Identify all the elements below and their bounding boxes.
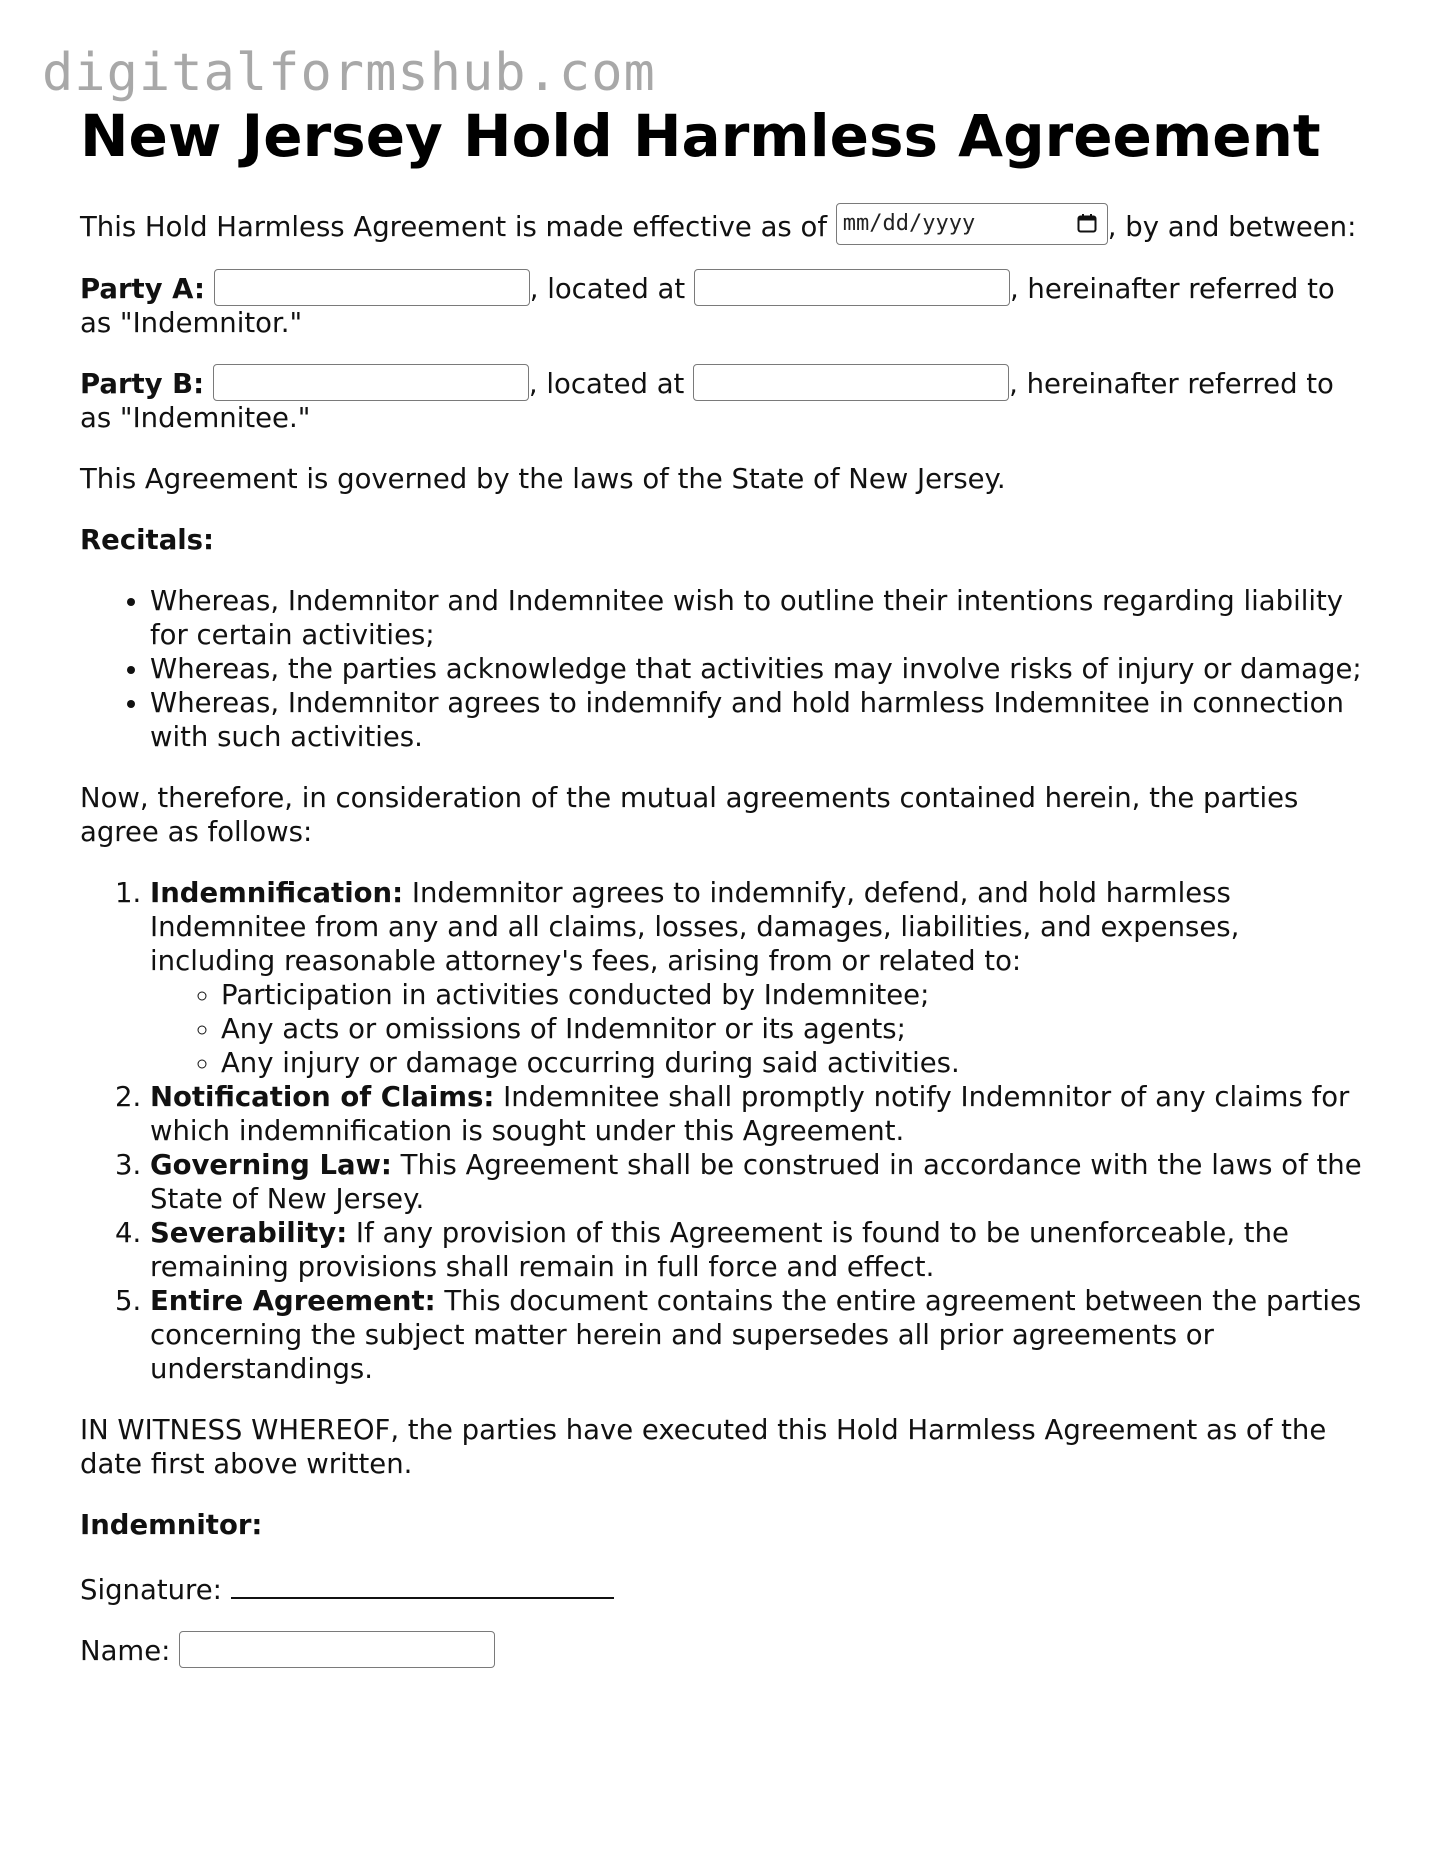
intro-text-before: This Hold Harmless Agreement is made effective as of [80,211,836,243]
effective-date-input[interactable] [836,203,1108,245]
party-b-referred-text: , hereinafter referred to as "Indemnitee." [80,368,1334,434]
term-text: Indemnitor agrees to indemnify, defend, and hold harmless Indemnitee from any and all claims, losses, damages, liabilities, and expenses, including reasonable attorney's fees, arising from or related to: [150,877,1240,977]
name-label: Name: [80,1635,180,1667]
party-b-located-text: , located at [528,368,694,400]
calendar-icon[interactable] [1077,213,1097,233]
term-item [150,1148,1370,1216]
recitals-list [80,584,1370,754]
term-subitem: ◦ Any injury or damage occurring during said activities. [221,1046,1370,1080]
term-item [150,876,1370,1080]
intro-paragraph [80,210,1370,245]
now-therefore-paragraph: Now, therefore, in consideration of the mutual agreements contained herein, the parties agree as follows: [80,782,1299,848]
party-b-name-input[interactable] [213,364,529,401]
party-b-address-input[interactable] [693,364,1009,401]
term-item [150,1080,1370,1148]
signature-line[interactable] [231,1569,614,1599]
signature-label: Signature: [80,1574,231,1606]
intro-text-after: , by and between: [1107,211,1357,243]
term-title: Governing Law: [150,1149,392,1181]
party-a-located-text: , located at [529,273,694,305]
term-item [150,1216,1370,1284]
date-placeholder: mm/dd/yyyy [842,211,976,236]
party-a-referred-text: , hereinafter referred to as "Indemnitor." [80,273,1335,339]
term-title: Entire Agreement: [150,1285,436,1317]
indemnitor-heading: Indemnitor: [80,1509,263,1541]
term-text: If any provision of this Agreement is found to be unenforceable, the remaining provisions shall remain in full force and effect. [150,1217,1289,1283]
term-subitem: ◦ Participation in activities conducted by Indemnitee; [221,978,1370,1012]
recital-item: • Whereas, Indemnitor and Indemnitee wish to outline their intentions regarding liability for certain activities; [150,584,1370,652]
agreement-document [80,100,1370,1695]
page-title: New Jersey Hold Harmless Agreement [80,102,1321,170]
party-b-label: Party B: [80,368,205,400]
party-a-label: Party A: [80,273,205,305]
term-item [150,1284,1370,1386]
term-text: This Agreement shall be construed in accordance with the laws of the State of New Jersey. [150,1149,1362,1215]
signature-row [80,1569,1370,1607]
party-a-name-input[interactable] [214,269,530,306]
party-b-paragraph [80,367,1370,435]
term-title: Indemnification: [150,877,404,909]
watermark: digitalformshub.com [42,43,656,103]
party-a-paragraph [80,272,1370,340]
party-a-address-input[interactable] [694,269,1010,306]
governing-sentence: This Agreement is governed by the laws of the State of New Jersey. [80,463,1006,495]
term-subitem: ◦ Any acts or omissions of Indemnitor or its agents; [221,1012,1370,1046]
recitals-heading: Recitals: [80,524,215,556]
term-title: Severability: [150,1217,348,1249]
terms-list [80,876,1370,1386]
recital-item: • Whereas, Indemnitor agrees to indemnify and hold harmless Indemnitee in connection with such activities. [150,686,1370,754]
term-text: Indemnitee shall promptly notify Indemnitor of any claims for which indemnification is sought under this Agreement. [150,1081,1350,1147]
indemnitor-name-input[interactable] [179,1631,495,1668]
witness-paragraph: IN WITNESS WHEREOF, the parties have executed this Hold Harmless Agreement as of the date first above written. [80,1414,1327,1480]
term-text: This document contains the entire agreement between the parties concerning the subject matter herein and supersedes all prior agreements or understandings. [150,1285,1362,1385]
term-title: Notification of Claims: [150,1081,495,1113]
term-subitems [150,978,1370,1080]
recital-item: • Whereas, the parties acknowledge that activities may involve risks of injury or damage; [150,652,1370,686]
name-row [80,1634,1370,1668]
